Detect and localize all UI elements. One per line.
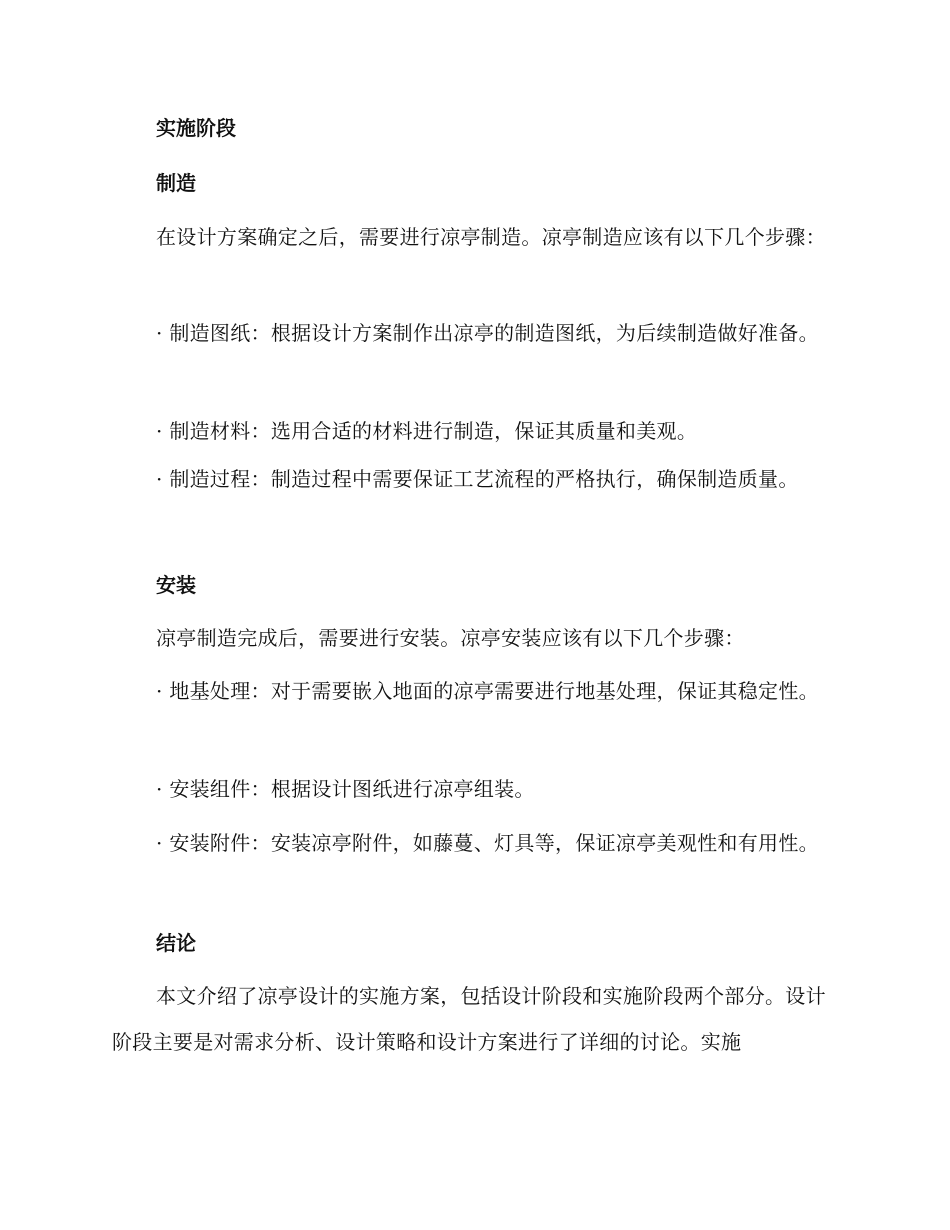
conclusion-heading: 结论 — [156, 931, 196, 955]
installation-item-foundation: · 地基处理：对于需要嵌入地面的凉亭需要进行地基处理，保证其稳定性。 — [156, 679, 819, 703]
section-title: 实施阶段 — [156, 116, 236, 140]
manufacturing-item-drawings: · 制造图纸：根据设计方案制作出凉亭的制造图纸，为后续制造做好准备。 — [156, 321, 819, 345]
installation-item-accessories: · 安装附件：安装凉亭附件，如藤蔓、灯具等，保证凉亭美观性和有用性。 — [156, 831, 819, 855]
installation-heading: 安装 — [156, 573, 196, 597]
manufacturing-intro: 在设计方案确定之后，需要进行凉亭制造。凉亭制造应该有以下几个步骤： — [156, 225, 826, 249]
installation-item-components: · 安装组件：根据设计图纸进行凉亭组装。 — [156, 777, 535, 801]
manufacturing-item-materials: · 制造材料：选用合适的材料进行制造，保证其质量和美观。 — [156, 419, 698, 443]
manufacturing-item-process: · 制造过程：制造过程中需要保证工艺流程的严格执行，确保制造质量。 — [156, 467, 799, 491]
manufacturing-heading: 制造 — [156, 171, 196, 195]
installation-intro: 凉亭制造完成后，需要进行安装。凉亭安装应该有以下几个步骤： — [156, 626, 745, 650]
conclusion-text: 本文介绍了凉亭设计的实施方案，包括设计阶段和实施阶段两个部分。设计阶段主要是对需求分析、设计策略和设计方案进行了详细的讨论。实施 — [112, 984, 826, 1054]
